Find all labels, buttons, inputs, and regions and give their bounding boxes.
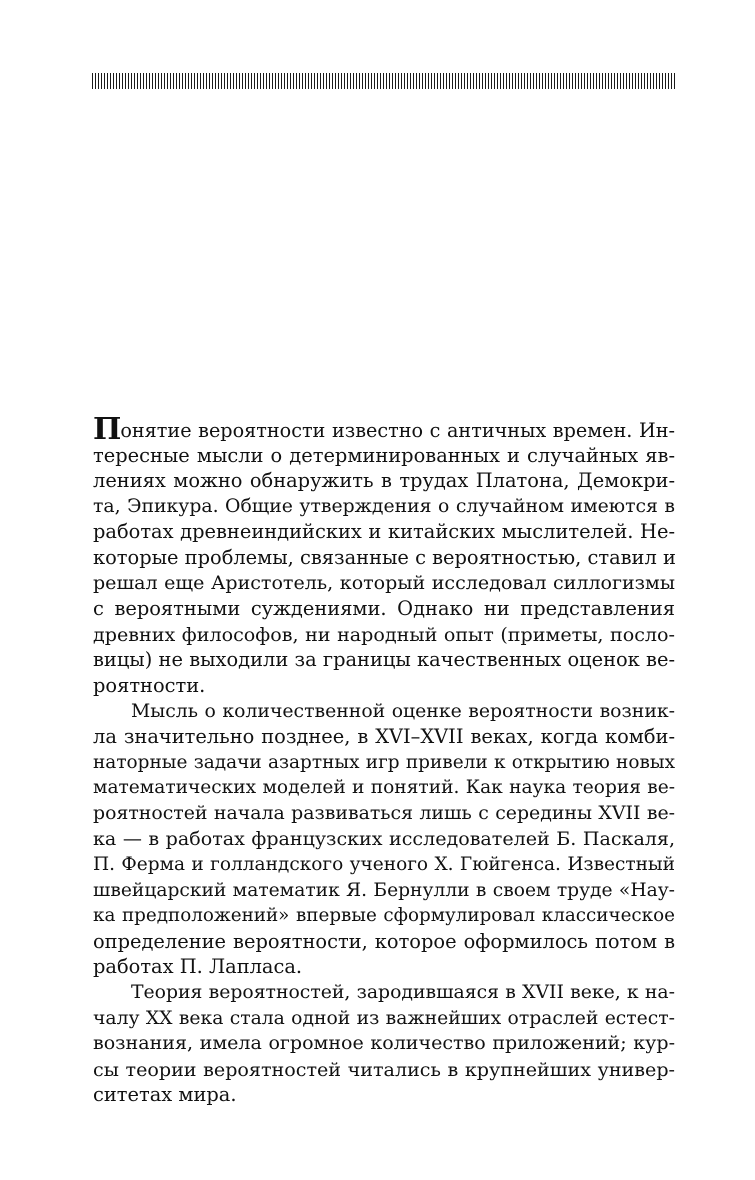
text-line: определение вероятности, которое оформилось потом в: [93, 929, 675, 953]
text-line: ка предположений» впервые сформулировал классическое: [93, 905, 675, 927]
text-line: вознания, имела огромное количество приложений; кур-: [93, 1032, 675, 1055]
text-line: с вероятными суждениями. Однако ни представления: [93, 597, 675, 621]
text-line: роятности.: [93, 673, 206, 697]
text-line: Теория вероятностей, зародившаяся в XVII веке, к на-: [131, 982, 675, 1004]
text-line: ка — в работах французских исследователей Б. Паскаля,: [93, 827, 675, 850]
text-line: лениях можно обнаружить в трудах Платона, Демокри-: [93, 469, 675, 493]
text-line: ситетах мира.: [93, 1083, 237, 1107]
text-line: ла значительно позднее, в XVI–XVII веках, когда комби-: [93, 725, 675, 749]
text-line: математических моделей и понятий. Как наука теория ве-: [93, 777, 675, 799]
text-line: Понятие вероятности известно с античных времен. Ин-: [93, 412, 675, 447]
text-line: работах П. Лапласа.: [93, 955, 303, 979]
paragraph-1: [93, 412, 676, 699]
text-line: та, Эпикура. Общие утверждения о случайном имеются в: [93, 495, 675, 517]
text-line: чалу XX века стала одной из важнейших отраслей естест-: [93, 1007, 675, 1029]
text-line: наторные задачи азартных игр привели к открытию новых: [93, 751, 675, 773]
paragraph-2: [93, 699, 675, 981]
text-line: П. Ферма и голландского ученого Х. Гюйгенса. Известный: [93, 854, 675, 876]
text-line: сы теории вероятностей читались в крупнейших универ-: [93, 1057, 675, 1081]
body-text: [93, 412, 676, 1108]
text-line: роятностей начала развиваться лишь с середины XVII ве-: [93, 801, 675, 824]
decorative-header-rule: [92, 73, 675, 89]
text-line: швейцарский математик Я. Бернулли в своем труде «Нау-: [93, 879, 675, 901]
paragraph-3: [93, 980, 675, 1108]
text-line: вицы) не выходили за границы качественных оценок ве-: [93, 648, 675, 672]
text-line: тересные мысли о детерминированных и случайных яв-: [93, 443, 675, 467]
text-line: работах древнеиндийских и китайских мыслителей. Не-: [93, 520, 675, 544]
text-line: решал еще Аристотель, который исследовал силлогизмы: [93, 571, 675, 594]
text-line: Мысль о количественной оценке вероятности возник-: [131, 700, 675, 722]
drop-cap: П: [93, 412, 121, 447]
text-line: древних философов, ни народный опыт (приметы, посло-: [93, 622, 675, 646]
text-line: которые проблемы, связанные с вероятностью, ставил и: [93, 545, 676, 569]
